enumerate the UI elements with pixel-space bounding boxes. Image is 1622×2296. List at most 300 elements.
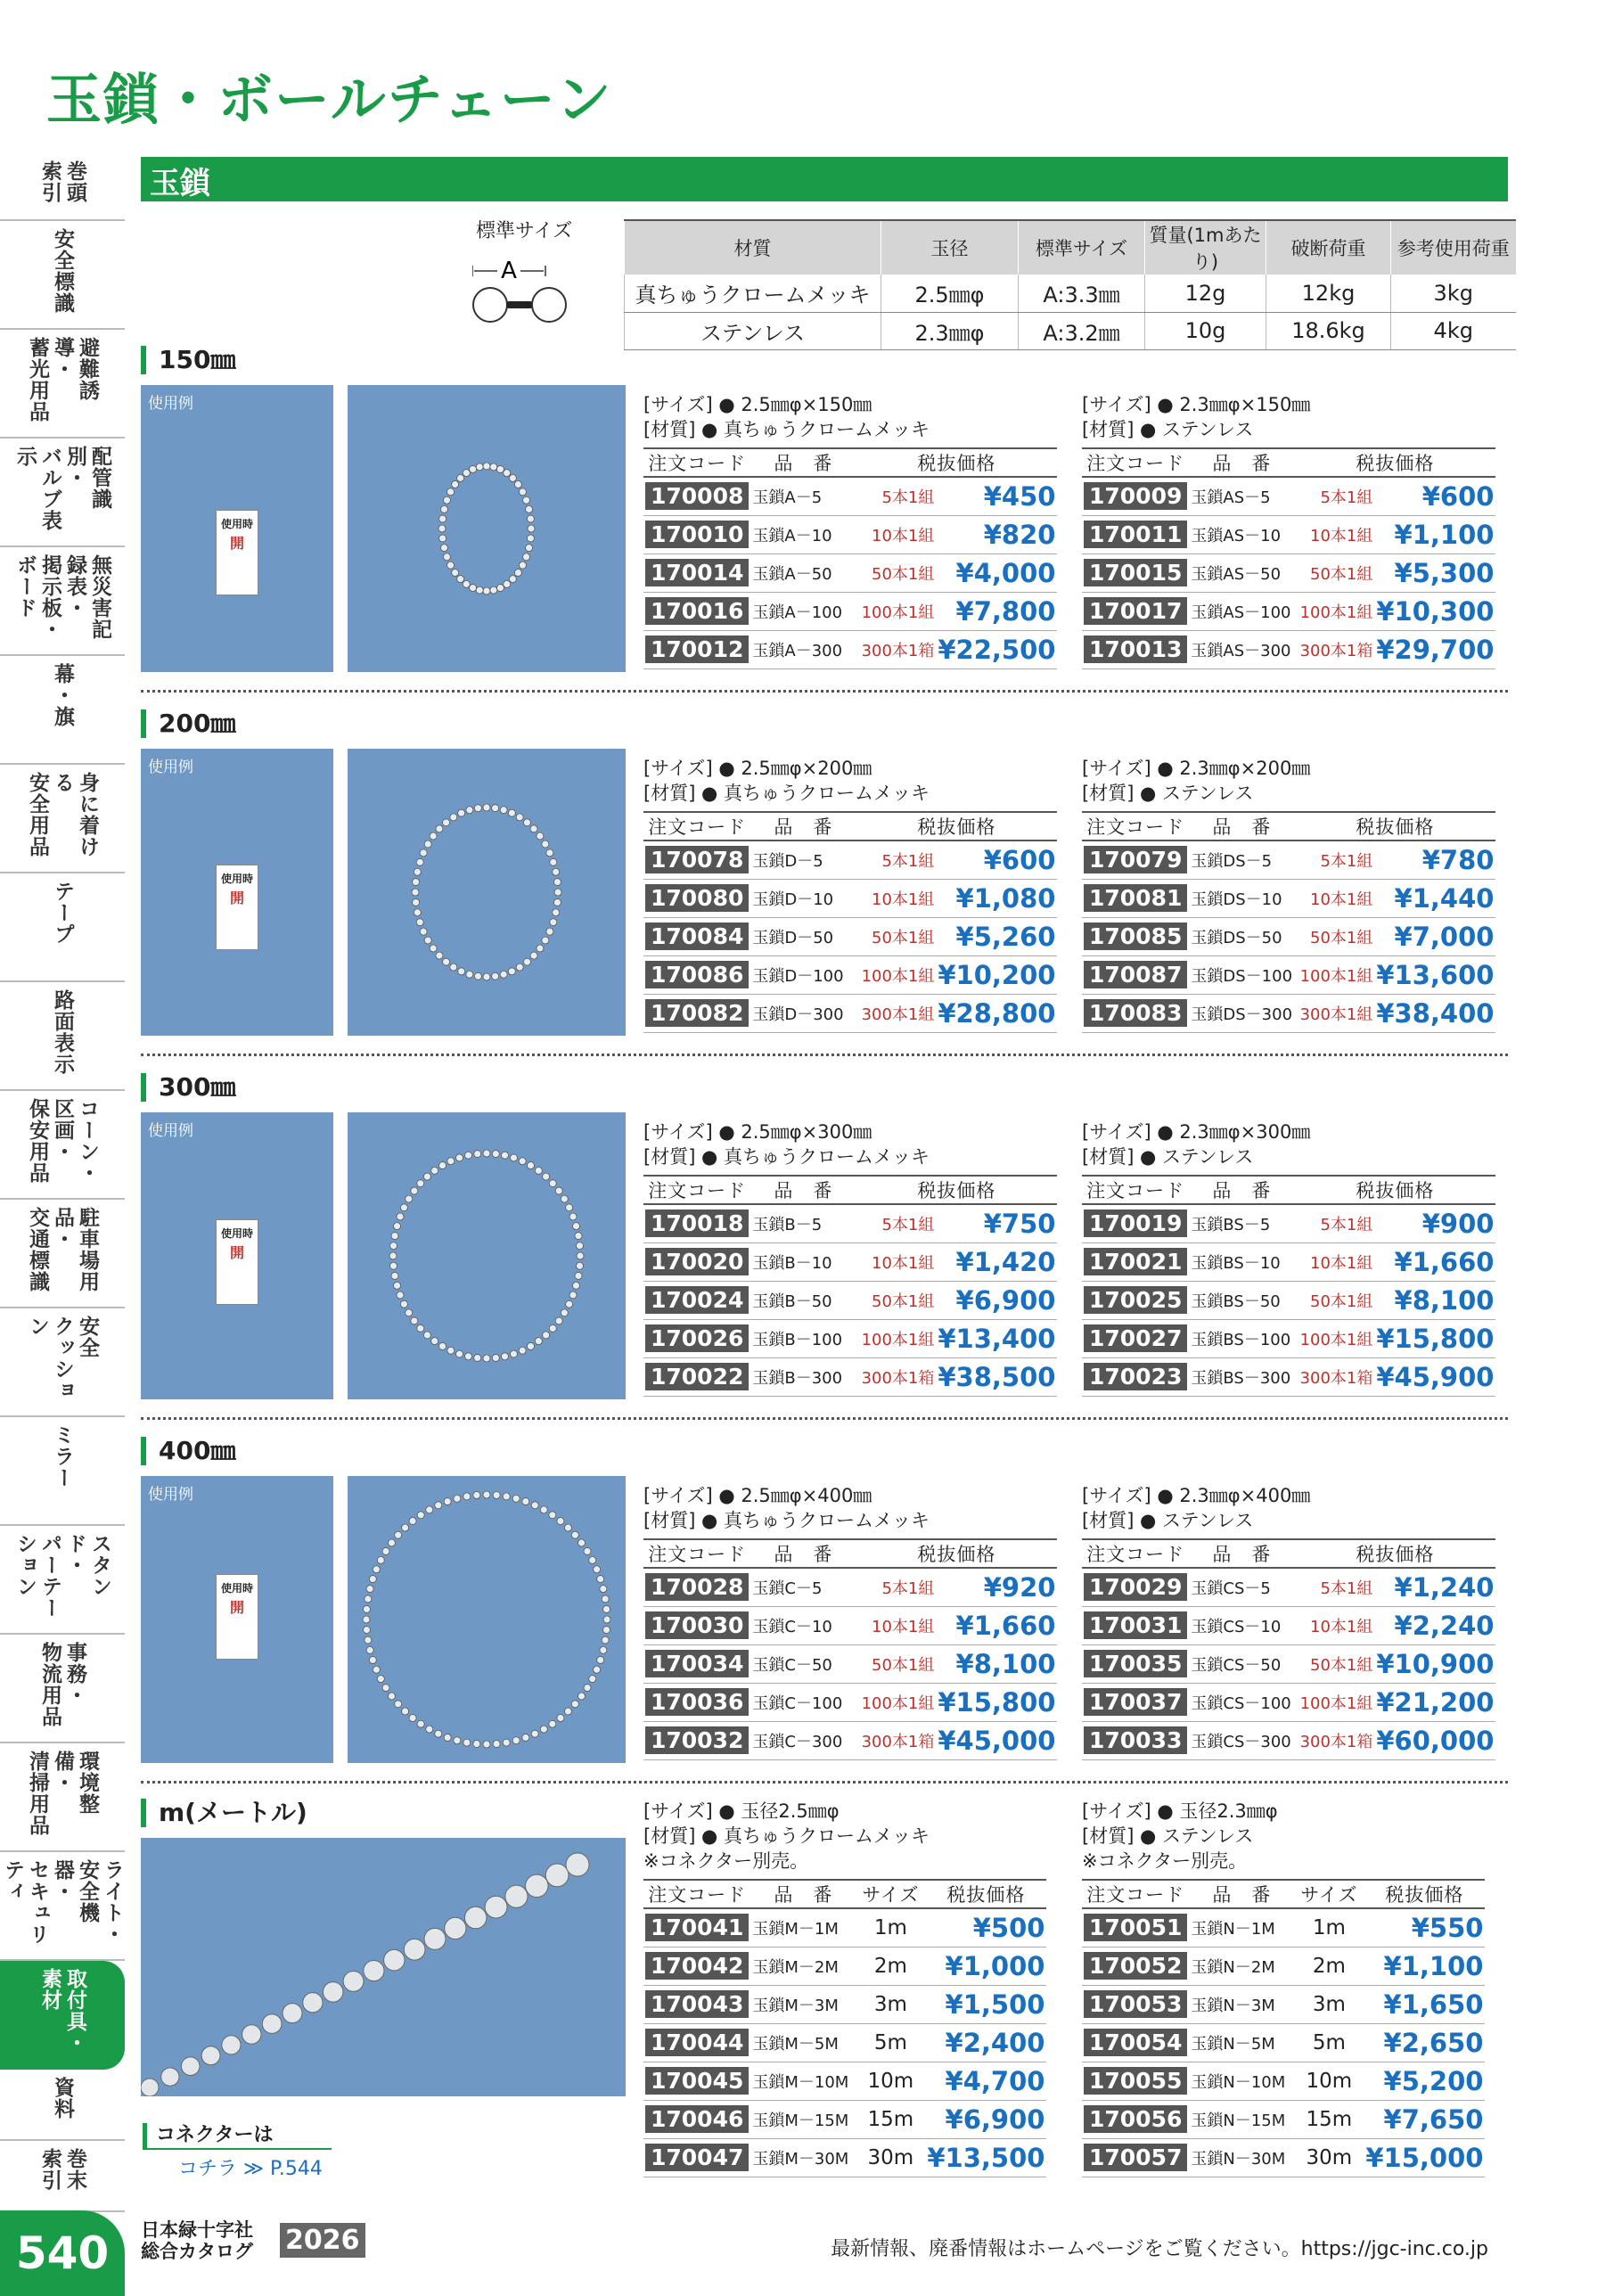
product-number: 玉鎖AS－300	[1189, 630, 1294, 668]
table-row[interactable]	[1082, 515, 1495, 554]
product-table-right-meter	[1082, 1879, 1485, 2177]
connector-reference	[143, 2123, 332, 2181]
order-code: 170021	[1084, 1248, 1187, 1275]
product-number: 玉鎖N－2M	[1189, 1947, 1294, 1985]
sidebar-tab[interactable]	[0, 982, 125, 1091]
product-number: 玉鎖M－15M	[750, 2100, 856, 2138]
sidebar-tab[interactable]	[0, 1526, 125, 1635]
product-number: 玉鎖D－10	[750, 879, 856, 917]
connector-page-link[interactable]: コチラ ≫ P.544	[178, 2158, 323, 2180]
spec-size: [サイズ] ● 2.3㎜φ×150㎜	[1082, 394, 1311, 415]
price: ¥15,800	[1374, 1319, 1495, 1357]
use-example-label: 使用例	[148, 395, 193, 413]
order-code: 170041	[645, 1914, 749, 1941]
sidebar-tab[interactable]	[0, 439, 125, 547]
section-divider	[141, 1781, 1508, 1784]
table-row[interactable]	[643, 630, 1057, 668]
table-row[interactable]	[643, 2138, 1046, 2177]
sidebar-tab-label: 路面表示	[51, 989, 74, 1075]
use-example-label: 使用例	[148, 1486, 193, 1504]
order-code-cell	[1082, 554, 1189, 592]
order-code: 170055	[1084, 2067, 1187, 2095]
price: ¥5,260	[936, 917, 1057, 955]
order-code-cell	[1082, 1606, 1189, 1644]
header-price: 税抜価格	[1294, 1539, 1495, 1568]
product-number: 玉鎖N－3M	[1189, 1985, 1294, 2023]
order-code-cell	[1082, 879, 1189, 917]
table-row[interactable]	[1082, 1242, 1495, 1281]
order-code: 170082	[645, 999, 749, 1027]
spec-material: [材質] ● ステンレス	[1082, 783, 1254, 804]
price: ¥21,200	[1374, 1683, 1495, 1721]
header-name: 品 番	[750, 812, 856, 840]
price: ¥2,650	[1364, 2023, 1485, 2062]
sidebar-tab[interactable]	[0, 153, 125, 221]
sidebar-tab[interactable]	[0, 1852, 125, 1961]
spec-header: 玉径	[881, 220, 1019, 275]
usage-photo	[141, 1476, 333, 1763]
order-code-cell	[643, 1281, 750, 1319]
order-code-cell	[643, 955, 750, 994]
product-number: 玉鎖M－2M	[750, 1947, 856, 1985]
footer-note: 最新情報、廃番情報はホームページをご覧ください。https://jgc-inc.co.jp	[831, 2238, 1488, 2260]
header-code: 注文コード	[643, 1539, 750, 1568]
sidebar-tab-label: 事務・ 物流用品	[38, 1642, 86, 1727]
order-code: 170020	[645, 1248, 749, 1275]
header-code: 注文コード	[1082, 448, 1189, 477]
catalog-name	[141, 2219, 253, 2262]
order-code: 170012	[645, 636, 749, 663]
spec-table	[624, 219, 1516, 350]
tag-open: 開	[229, 535, 244, 552]
table-row[interactable]	[643, 1985, 1046, 2023]
price: ¥1,100	[1374, 515, 1495, 554]
catalog-name-line1: 日本緑十字社	[141, 2219, 253, 2241]
sidebar-tab[interactable]	[0, 2141, 125, 2212]
order-code: 170056	[1084, 2105, 1187, 2133]
order-code-cell	[643, 1568, 750, 1606]
price: ¥10,900	[1374, 1644, 1495, 1683]
spec-size: [サイズ] ● 2.3㎜φ×200㎜	[1082, 758, 1311, 779]
table-row[interactable]	[1082, 1319, 1495, 1357]
sidebar-tab[interactable]	[0, 330, 125, 439]
order-code-cell	[643, 879, 750, 917]
table-row[interactable]	[643, 1683, 1057, 1721]
table-row[interactable]	[643, 1606, 1057, 1644]
order-code-cell	[1082, 2062, 1189, 2100]
header-price: 税抜価格	[856, 812, 1057, 840]
product-number: 玉鎖B－100	[750, 1319, 856, 1357]
order-code: 170079	[1084, 846, 1187, 873]
sidebar-tab[interactable]	[0, 1635, 125, 1743]
spec-block	[1082, 1799, 1278, 1874]
sidebar-tab[interactable]	[0, 2070, 125, 2141]
catalog-year: 2026	[280, 2223, 365, 2258]
table-row[interactable]	[643, 840, 1057, 879]
spec-header: 質量(1mあたり)	[1145, 220, 1266, 275]
header-code: 注文コード	[643, 812, 750, 840]
spec-block	[643, 1483, 930, 1533]
pack-unit: 300本1箱	[1294, 630, 1374, 668]
sidebar-tab[interactable]	[0, 1091, 125, 1200]
table-row[interactable]	[643, 879, 1057, 917]
sidebar-tab[interactable]	[0, 765, 125, 873]
size-value: 3m	[856, 1985, 925, 2023]
sidebar-tab[interactable]	[0, 1961, 125, 2070]
standard-size-diagram	[472, 250, 588, 330]
price: ¥15,800	[936, 1683, 1057, 1721]
price: ¥38,400	[1374, 994, 1495, 1032]
table-row[interactable]	[1082, 1568, 1495, 1606]
order-code: 170015	[1084, 559, 1187, 586]
price: ¥7,650	[1364, 2100, 1485, 2138]
price: ¥7,000	[1374, 917, 1495, 955]
table-row[interactable]	[643, 2062, 1046, 2100]
order-code-cell	[1082, 592, 1189, 630]
header-name: 品 番	[750, 1880, 856, 1908]
table-row[interactable]	[1082, 1606, 1495, 1644]
sidebar-tab-label: 環境整備・ 清掃用品	[26, 1751, 99, 1836]
pack-unit: 100本1組	[856, 1683, 936, 1721]
product-number: 玉鎖C－100	[750, 1683, 856, 1721]
section-title: 200㎜	[141, 709, 235, 738]
table-row[interactable]	[1082, 1204, 1495, 1242]
pack-unit: 5本1組	[856, 1204, 936, 1242]
table-row[interactable]	[1082, 2062, 1485, 2100]
order-code-cell	[1082, 1319, 1189, 1357]
table-row[interactable]	[1082, 2023, 1485, 2062]
product-number: 玉鎖D－100	[750, 955, 856, 994]
price: ¥600	[1374, 477, 1495, 515]
product-number: 玉鎖AS－10	[1189, 515, 1294, 554]
product-number: 玉鎖D－5	[750, 840, 856, 879]
spec-material: [材質] ● 真ちゅうクロームメッキ	[643, 1510, 930, 1531]
price: ¥1,440	[1374, 879, 1495, 917]
table-row[interactable]	[643, 1357, 1057, 1396]
pack-unit: 10本1組	[856, 515, 936, 554]
product-number: 玉鎖M－5M	[750, 2023, 856, 2062]
table-row[interactable]	[643, 2023, 1046, 2062]
sidebar-tab-label: 幕・旗	[51, 663, 74, 727]
sidebar-index	[0, 153, 125, 2212]
sidebar-tab[interactable]	[0, 1200, 125, 1308]
product-number: 玉鎖N－15M	[1189, 2100, 1294, 2138]
order-code-cell	[1082, 1644, 1189, 1683]
product-number: 玉鎖D－300	[750, 994, 856, 1032]
spec-cell: 12g	[1145, 275, 1266, 312]
spec-size: [サイズ] ● 玉径2.5㎜φ	[643, 1800, 840, 1822]
order-code: 170025	[1084, 1286, 1187, 1314]
section-divider	[141, 690, 1508, 693]
order-code-cell	[643, 1721, 750, 1759]
order-code-cell	[1082, 515, 1189, 554]
product-number: 玉鎖DS－300	[1189, 994, 1294, 1032]
order-code: 170086	[645, 961, 749, 988]
table-row[interactable]	[1082, 1357, 1495, 1396]
product-section	[141, 1073, 1508, 1430]
price: ¥13,400	[936, 1319, 1057, 1357]
pack-unit: 300本1箱	[1294, 1721, 1374, 1759]
table-row[interactable]	[1082, 554, 1495, 592]
price: ¥1,080	[936, 879, 1057, 917]
table-row[interactable]	[1082, 1947, 1485, 1985]
product-number: 玉鎖A－100	[750, 592, 856, 630]
table-row[interactable]	[1082, 2138, 1485, 2177]
product-photo	[348, 385, 626, 672]
table-row[interactable]	[1082, 1721, 1495, 1759]
table-row[interactable]	[643, 1644, 1057, 1683]
price: ¥820	[936, 515, 1057, 554]
order-code: 170044	[645, 2029, 749, 2056]
product-number: 玉鎖D－50	[750, 917, 856, 955]
order-code: 170009	[1084, 482, 1187, 510]
product-number: 玉鎖M－1M	[750, 1908, 856, 1947]
product-number: 玉鎖BS－50	[1189, 1281, 1294, 1319]
meter-chain-photo	[141, 1838, 626, 2096]
sidebar-tab[interactable]	[0, 873, 125, 982]
spec-block	[1082, 1483, 1310, 1533]
pack-unit: 5本1組	[856, 840, 936, 879]
table-row[interactable]	[643, 554, 1057, 592]
usage-photo	[141, 749, 333, 1036]
spec-block	[1082, 1119, 1310, 1169]
table-row[interactable]	[643, 515, 1057, 554]
size-value: 5m	[1294, 2023, 1364, 2062]
product-number: 玉鎖BS－10	[1189, 1242, 1294, 1281]
sidebar-tab[interactable]	[0, 547, 125, 656]
pack-unit: 5本1組	[856, 1568, 936, 1606]
product-number: 玉鎖DS－5	[1189, 840, 1294, 879]
price: ¥920	[936, 1568, 1057, 1606]
spec-row	[625, 275, 1516, 312]
table-row[interactable]	[1082, 917, 1495, 955]
spec-material: [材質] ● ステンレス	[1082, 1146, 1254, 1168]
price: ¥4,000	[936, 554, 1057, 592]
spec-material: [材質] ● ステンレス	[1082, 1825, 1254, 1847]
order-code-cell	[643, 515, 750, 554]
product-number: 玉鎖BS－5	[1189, 1204, 1294, 1242]
order-code-cell	[643, 994, 750, 1032]
price: ¥750	[936, 1204, 1057, 1242]
product-section	[141, 1437, 1508, 1793]
price: ¥1,500	[925, 1985, 1046, 2023]
order-code-cell	[643, 2023, 750, 2062]
sidebar-tab-label: 無災害記録表・ 掲示板・ ボード	[13, 554, 111, 640]
spec-size: [サイズ] ● 2.5㎜φ×150㎜	[643, 394, 872, 415]
price: ¥13,500	[925, 2138, 1046, 2177]
product-table-right	[1082, 811, 1495, 1033]
table-row[interactable]	[643, 477, 1057, 515]
spec-block	[643, 756, 930, 806]
table-row[interactable]	[1082, 2100, 1485, 2138]
spec-material: [材質] ● ステンレス	[1082, 419, 1254, 440]
sidebar-tab[interactable]	[0, 221, 125, 330]
price: ¥10,200	[936, 955, 1057, 994]
header-size: サイズ	[856, 1880, 925, 1908]
spec-block	[643, 392, 930, 442]
table-row[interactable]	[643, 955, 1057, 994]
size-value: 1m	[856, 1908, 925, 1947]
order-code-cell	[643, 1908, 750, 1947]
order-code-cell	[643, 1357, 750, 1396]
table-row[interactable]	[643, 994, 1057, 1032]
order-code: 170032	[645, 1726, 749, 1754]
spec-cell: 4kg	[1391, 312, 1516, 349]
pack-unit: 50本1組	[856, 1281, 936, 1319]
product-number: 玉鎖C－50	[750, 1644, 856, 1683]
order-code-cell	[643, 477, 750, 515]
product-number: 玉鎖N－30M	[1189, 2138, 1294, 2177]
product-number: 玉鎖M－30M	[750, 2138, 856, 2177]
product-number: 玉鎖M－10M	[750, 2062, 856, 2100]
ball-chain-loop	[348, 1476, 626, 1763]
table-row[interactable]	[1082, 994, 1495, 1032]
sidebar-tab-label: テープ	[51, 881, 74, 945]
price: ¥7,800	[936, 592, 1057, 630]
price: ¥8,100	[1374, 1281, 1495, 1319]
product-number: 玉鎖BS－300	[1189, 1357, 1294, 1396]
product-number: 玉鎖A－50	[750, 554, 856, 592]
price: ¥5,200	[1364, 2062, 1485, 2100]
sidebar-tab[interactable]	[0, 1417, 125, 1526]
order-code: 170057	[1084, 2144, 1187, 2171]
ball-chain-strand	[141, 1838, 626, 2096]
pack-unit: 50本1組	[1294, 1644, 1374, 1683]
size-value: 10m	[1294, 2062, 1364, 2100]
spec-block	[1082, 392, 1310, 442]
table-row[interactable]	[643, 917, 1057, 955]
table-row[interactable]	[1082, 1683, 1495, 1721]
product-photo	[348, 749, 626, 1036]
spec-material: [材質] ● 真ちゅうクロームメッキ	[643, 419, 930, 440]
header-code: 注文コード	[1082, 1539, 1189, 1568]
price: ¥13,600	[1374, 955, 1495, 994]
table-row[interactable]	[643, 1281, 1057, 1319]
size-value: 2m	[1294, 1947, 1364, 1985]
header-code: 注文コード	[1082, 1880, 1189, 1908]
size-value: 30m	[856, 2138, 925, 2177]
order-code-cell	[1082, 1985, 1189, 2023]
sidebar-tab-label: ミラー	[51, 1424, 74, 1488]
spec-cell: 12kg	[1266, 275, 1391, 312]
usage-photo	[141, 1112, 333, 1399]
table-row[interactable]	[1082, 879, 1495, 917]
sidebar-tab-label: コーン・区画・ 保安用品	[26, 1098, 99, 1184]
pack-unit: 50本1組	[856, 917, 936, 955]
table-row[interactable]	[643, 1908, 1046, 1947]
price: ¥1,000	[925, 1947, 1046, 1985]
price: ¥8,100	[936, 1644, 1057, 1683]
order-code-cell	[643, 917, 750, 955]
table-row[interactable]	[1082, 630, 1495, 668]
order-code: 170031	[1084, 1611, 1187, 1639]
order-code: 170011	[1084, 521, 1187, 548]
table-row[interactable]	[1082, 1644, 1495, 1683]
table-row[interactable]	[643, 1947, 1046, 1985]
pack-unit: 100本1組	[1294, 1683, 1374, 1721]
product-section	[141, 709, 1508, 1066]
spec-size: [サイズ] ● 2.5㎜φ×400㎜	[643, 1485, 872, 1506]
order-code-cell	[643, 1644, 750, 1683]
order-code: 170037	[1084, 1688, 1187, 1716]
spec-cell: A:3.2㎜	[1019, 312, 1145, 349]
table-row[interactable]	[1082, 1281, 1495, 1319]
section-divider	[141, 1054, 1508, 1056]
sidebar-tab-label: 取付具・ 素材	[38, 1968, 86, 2054]
spec-material: [材質] ● 真ちゅうクロームメッキ	[643, 1825, 930, 1847]
price: ¥780	[1374, 840, 1495, 879]
order-code-cell	[1082, 1908, 1189, 1947]
order-code: 170081	[1084, 884, 1187, 912]
order-code-cell	[1082, 1204, 1189, 1242]
sidebar-tab[interactable]	[0, 656, 125, 765]
ball-chain-loop	[348, 385, 626, 672]
pack-unit: 10本1組	[1294, 879, 1374, 917]
order-code: 170046	[645, 2105, 749, 2133]
pack-unit: 100本1組	[856, 1319, 936, 1357]
sidebar-tab-label: 巻頭 索引	[38, 160, 86, 203]
section-title: 150㎜	[141, 346, 235, 374]
table-row[interactable]	[1082, 1985, 1485, 2023]
product-table-right	[1082, 1538, 1495, 1760]
tag-text: 使用時	[220, 1227, 253, 1240]
pack-unit: 50本1組	[856, 1644, 936, 1683]
pack-unit: 50本1組	[1294, 1281, 1374, 1319]
table-row[interactable]	[1082, 1908, 1485, 1947]
header-name: 品 番	[750, 448, 856, 477]
header-price: 税抜価格	[1294, 1176, 1495, 1204]
pack-unit: 300本1箱	[856, 1721, 936, 1759]
product-section-meter	[141, 1799, 1508, 2209]
product-section	[141, 346, 1508, 702]
order-code-cell	[643, 630, 750, 668]
order-code: 170024	[645, 1286, 749, 1314]
sidebar-tab[interactable]	[0, 1743, 125, 1852]
product-number: 玉鎖DS－100	[1189, 955, 1294, 994]
catalog-name-line2: 総合カタログ	[141, 2241, 253, 2262]
price: ¥1,650	[1364, 1985, 1485, 2023]
spec-row	[625, 312, 1516, 349]
tag-text: 使用時	[220, 518, 253, 530]
table-row[interactable]	[643, 1242, 1057, 1281]
order-code: 170034	[645, 1650, 749, 1677]
pack-unit: 10本1組	[856, 879, 936, 917]
product-number: 玉鎖B－300	[750, 1357, 856, 1396]
table-row[interactable]	[1082, 955, 1495, 994]
pack-unit: 300本1箱	[1294, 1357, 1374, 1396]
product-number: 玉鎖A－5	[750, 477, 856, 515]
table-row[interactable]	[1082, 840, 1495, 879]
order-code-cell	[643, 2100, 750, 2138]
table-row[interactable]	[643, 1204, 1057, 1242]
sidebar-tab[interactable]	[0, 1308, 125, 1417]
sidebar-tab-label: スタンド・ パーテーション	[13, 1533, 111, 1619]
table-row[interactable]	[1082, 477, 1495, 515]
table-row[interactable]	[1082, 592, 1495, 630]
table-row[interactable]	[643, 1568, 1057, 1606]
table-row[interactable]	[643, 1319, 1057, 1357]
page-number: 540	[0, 2210, 125, 2296]
order-code-cell	[1082, 1242, 1189, 1281]
spec-material: [材質] ● ステンレス	[1082, 1510, 1254, 1531]
product-number: 玉鎖CS－50	[1189, 1644, 1294, 1683]
pack-unit: 10本1組	[1294, 515, 1374, 554]
table-row[interactable]	[643, 2100, 1046, 2138]
spec-cell: A:3.3㎜	[1019, 275, 1145, 312]
table-row[interactable]	[643, 592, 1057, 630]
table-row[interactable]	[643, 1721, 1057, 1759]
section-title: 300㎜	[141, 1073, 235, 1102]
